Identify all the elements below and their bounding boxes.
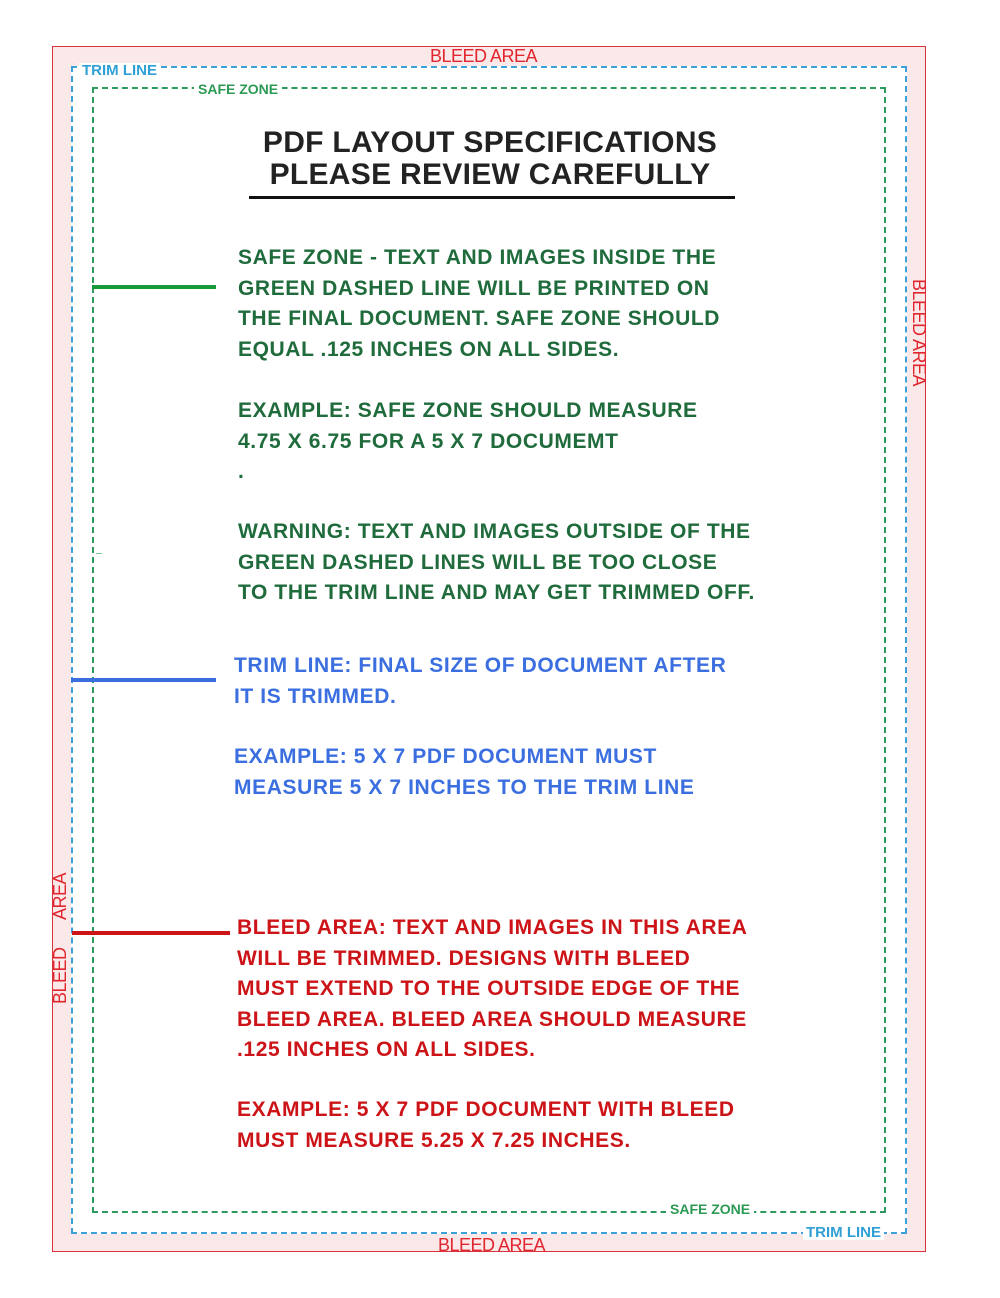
bleed-area-label-bottom: BLEED AREA: [438, 1235, 546, 1255]
bleed-area-label-right: BLEED AREA: [909, 279, 929, 387]
title-line-2: PLEASE REVIEW CAREFULLY: [269, 158, 711, 191]
page-title: [230, 127, 750, 191]
safe-zone-warning: WARNING: TEXT AND IMAGES OUTSIDE OF THE GREEN DASHED LINES WILL BE TOO CLOSE TO THE TRIM LINE AND MAY GET TRIMMED OFF.: [238, 520, 755, 604]
trim-line-label-top: TRIM LINE: [79, 63, 160, 78]
trim-line-label-bottom: TRIM LINE: [803, 1225, 884, 1240]
trim-line-pointer-line: [71, 678, 216, 682]
bleed-area-pointer-line: [72, 931, 230, 935]
title-line-1: PDF LAYOUT SPECIFICATIONS: [262, 126, 718, 159]
bleed-area-label-left-word2: AREA: [50, 872, 70, 920]
title-underline: [249, 196, 735, 199]
bleed-area-example: EXAMPLE: 5 X 7 PDF DOCUMENT WITH BLEED MUST MEASURE 5.25 X 7.25 INCHES.: [237, 1098, 735, 1152]
safe-zone-description: SAFE ZONE - TEXT AND IMAGES INSIDE THE GREEN DASHED LINE WILL BE PRINTED ON THE FINAL DOCUMENT. SAFE ZONE SHOULD EQUAL .125 INCHES ON ALL SIDES.: [238, 246, 721, 361]
safe-zone-tick-mark: [96, 553, 102, 554]
safe-zone-label-top: SAFE ZONE: [194, 82, 282, 96]
safe-zone-pointer-line: [92, 285, 216, 289]
safe-zone-label-bottom: SAFE ZONE: [666, 1202, 754, 1216]
trim-line-example: EXAMPLE: 5 X 7 PDF DOCUMENT MUST MEASURE 5 X 7 INCHES TO THE TRIM LINE: [234, 745, 695, 799]
trim-line-description: TRIM LINE: FINAL SIZE OF DOCUMENT AFTER IT IS TRIMMED.: [234, 654, 727, 708]
bleed-area-description: BLEED AREA: TEXT AND IMAGES IN THIS AREA WILL BE TRIMMED. DESIGNS WITH BLEED MUST EXTEND TO THE OUTSIDE EDGE OF THE BLEED AREA. BLEED AREA SHOULD MEASURE .125 INCHES ON ALL SIDES.: [237, 916, 748, 1061]
bleed-area-label-top: BLEED AREA: [430, 46, 538, 66]
bleed-area-label-left-word1: BLEED: [50, 947, 70, 1004]
safe-zone-example: EXAMPLE: SAFE ZONE SHOULD MEASURE 4.75 X 6.75 FOR A 5 X 7 DOCUMEMT .: [238, 399, 698, 483]
